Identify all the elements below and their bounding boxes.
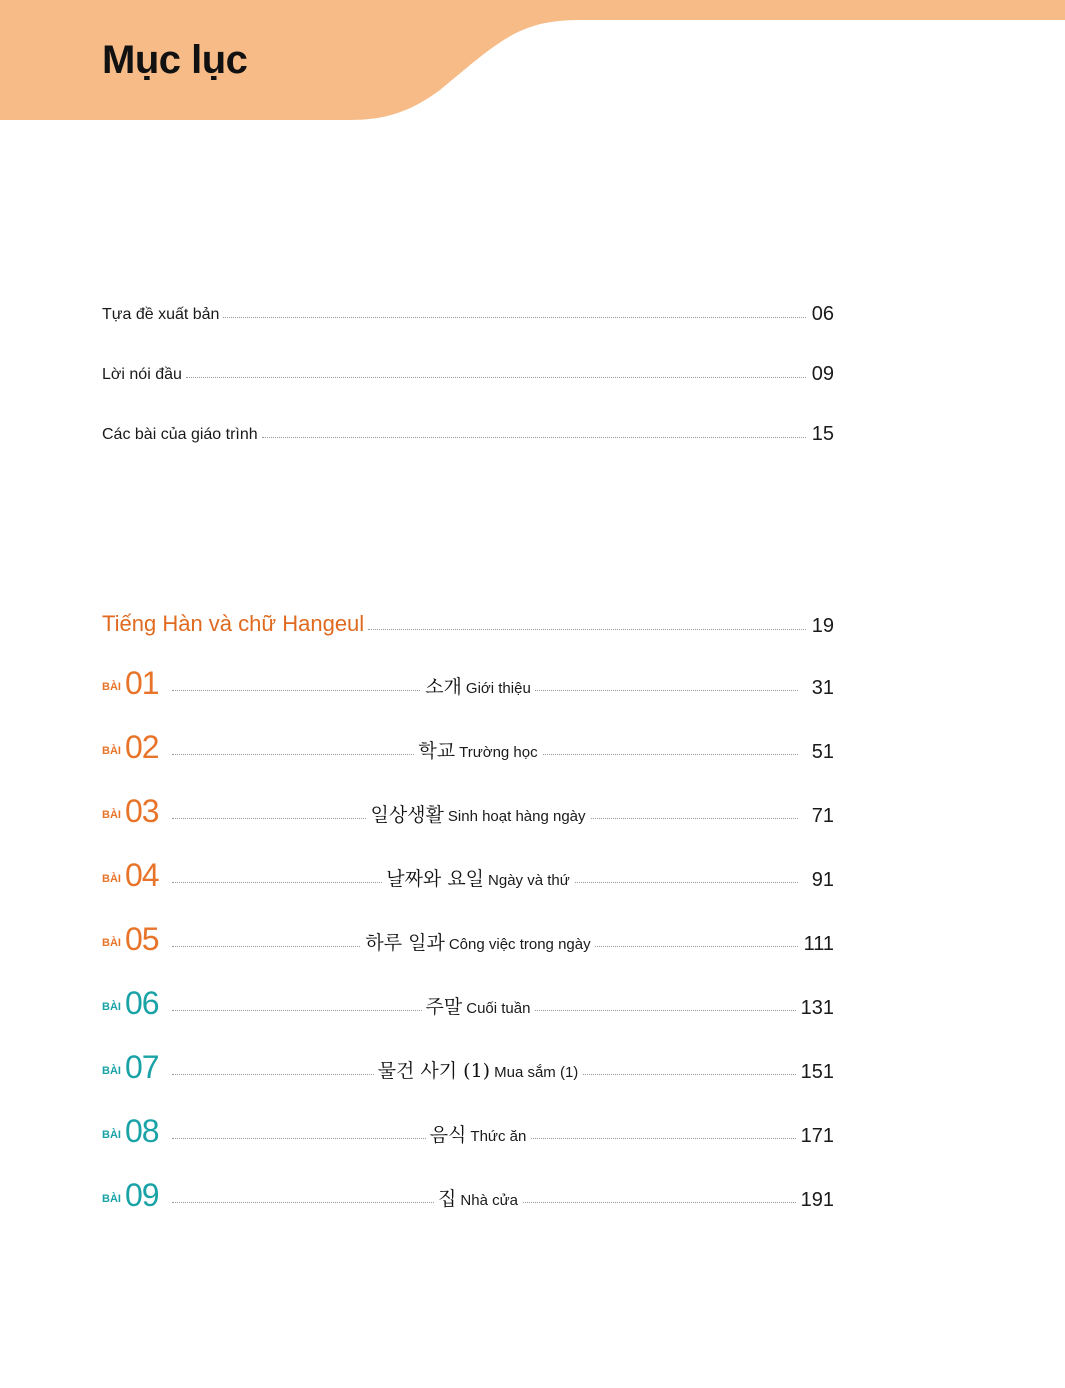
lesson-title xyxy=(102,1122,834,1148)
lesson-title-vietnamese: Cuối tuần xyxy=(466,1000,531,1017)
page-title: Mục lục xyxy=(102,38,248,82)
toc-page-number: 51 xyxy=(806,740,834,764)
lesson-title-korean: 날짜와 요일 xyxy=(386,868,485,890)
lesson-title xyxy=(102,802,834,828)
lesson-number-digits: 01 xyxy=(124,665,159,701)
lesson-title-korean: 소개 xyxy=(425,676,462,698)
toc-page-number: 09 xyxy=(811,363,834,385)
lesson-row-04[interactable] xyxy=(102,848,834,892)
lesson-number-digits: 08 xyxy=(124,1113,159,1149)
toc-row-foreword[interactable] xyxy=(102,346,834,386)
lesson-title-vietnamese: Ngày và thứ xyxy=(488,872,570,889)
section-heading: Tiếng Hàn và chữ Hangeul xyxy=(102,611,365,636)
lesson-number xyxy=(102,666,159,700)
lesson-row-01[interactable] xyxy=(102,656,834,700)
lesson-title-vietnamese: Nhà cửa xyxy=(460,1192,518,1209)
lesson-title-vietnamese: Công việc trong ngày xyxy=(448,936,591,953)
toc-page-number: 15 xyxy=(811,423,834,445)
lesson-title-korean: 하루 일과 xyxy=(365,932,445,954)
lesson-row-03[interactable] xyxy=(102,784,834,828)
toc-page-number: 06 xyxy=(811,303,834,325)
lesson-title-korean: 물건 사기 (1) xyxy=(377,1060,491,1082)
lesson-prefix: BÀI xyxy=(102,1065,121,1077)
dot-leader xyxy=(223,317,806,318)
lesson-title-vietnamese: Trường học xyxy=(459,744,538,761)
lesson-title xyxy=(102,994,834,1020)
lesson-number xyxy=(102,986,159,1020)
lesson-number-digits: 05 xyxy=(124,921,159,957)
dot-leader xyxy=(262,437,806,438)
lesson-title xyxy=(102,1186,834,1212)
toc-row-label: Lời nói đầu xyxy=(102,366,182,383)
lesson-row-09[interactable] xyxy=(102,1168,834,1212)
toc-page-number: 111 xyxy=(800,932,834,956)
lesson-title-vietnamese: Giới thiệu xyxy=(465,680,531,697)
toc-page-number: 31 xyxy=(806,676,834,700)
lesson-number-digits: 09 xyxy=(124,1177,159,1213)
toc-row-label: Các bài của giáo trình xyxy=(102,426,258,443)
lesson-prefix: BÀI xyxy=(102,1193,121,1205)
toc-row-label: Tựa đề xuất bản xyxy=(102,306,220,323)
lesson-number-digits: 04 xyxy=(124,857,159,893)
lesson-title-korean: 일상생활 xyxy=(370,804,444,826)
lesson-prefix: BÀI xyxy=(102,1001,121,1013)
lesson-title-korean: 음식 xyxy=(429,1124,467,1146)
lesson-prefix: BÀI xyxy=(102,681,121,693)
lesson-prefix: BÀI xyxy=(102,1129,121,1141)
lesson-title xyxy=(102,738,834,764)
lesson-title-vietnamese: Thức ăn xyxy=(470,1128,527,1145)
lesson-title-vietnamese: Sinh hoạt hàng ngày xyxy=(447,808,586,825)
toc-page-number: 91 xyxy=(806,868,834,892)
lesson-number-digits: 07 xyxy=(124,1049,159,1085)
lesson-prefix: BÀI xyxy=(102,873,121,885)
lesson-title-vietnamese: Mua sắm (1) xyxy=(494,1064,579,1081)
lesson-number xyxy=(102,730,159,764)
lesson-number-digits: 06 xyxy=(124,985,159,1021)
dot-leader xyxy=(368,629,806,630)
lesson-title-korean: 주말 xyxy=(425,996,463,1018)
lesson-number xyxy=(102,1050,159,1084)
lesson-prefix: BÀI xyxy=(102,937,121,949)
toc-page-number: 71 xyxy=(806,804,834,828)
toc-row-preface[interactable] xyxy=(102,286,834,326)
lesson-prefix: BÀI xyxy=(102,809,121,821)
lesson-title-korean: 집 xyxy=(438,1188,457,1210)
lesson-row-02[interactable] xyxy=(102,720,834,764)
lesson-title xyxy=(102,1058,834,1084)
lesson-row-08[interactable] xyxy=(102,1104,834,1148)
lesson-title xyxy=(102,674,834,700)
lesson-number xyxy=(102,1114,159,1148)
dot-leader xyxy=(186,377,806,378)
lesson-row-05[interactable] xyxy=(102,912,834,956)
toc-row-lesson-overview[interactable] xyxy=(102,406,834,446)
lesson-number xyxy=(102,858,159,892)
lesson-number-digits: 03 xyxy=(124,793,159,829)
lesson-number xyxy=(102,794,159,828)
toc-row-section-hangeul[interactable] xyxy=(102,598,834,638)
toc-page-number: 191 xyxy=(797,1188,834,1212)
lesson-title-korean: 학교 xyxy=(418,740,456,762)
lesson-prefix: BÀI xyxy=(102,745,121,757)
toc-page-number: 131 xyxy=(797,996,834,1020)
lesson-title xyxy=(102,930,834,956)
lesson-title xyxy=(102,866,834,892)
toc-page-number: 151 xyxy=(797,1060,834,1084)
lesson-number-digits: 02 xyxy=(124,729,159,765)
toc-page-number: 19 xyxy=(811,615,834,637)
lesson-number xyxy=(102,1178,159,1212)
toc-page-number: 171 xyxy=(797,1124,834,1148)
lesson-row-06[interactable] xyxy=(102,976,834,1020)
lesson-number xyxy=(102,922,159,956)
lesson-row-07[interactable] xyxy=(102,1040,834,1084)
